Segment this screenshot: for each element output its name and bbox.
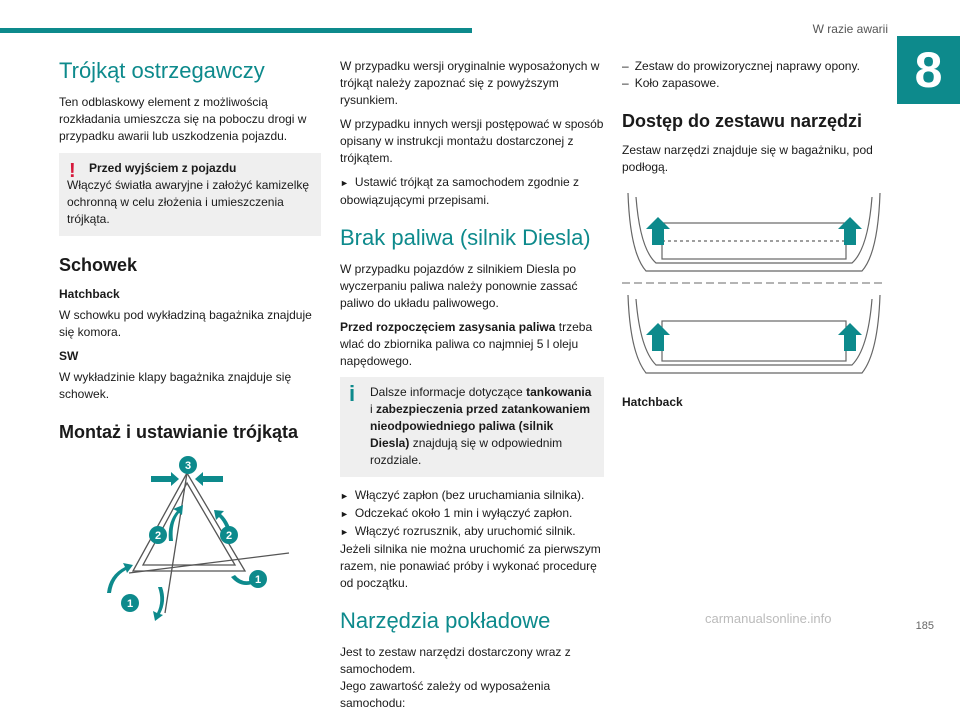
section-title: W razie awarii [812, 22, 888, 36]
p1: W przypadku wersji oryginalnie wyposażonych w trójkąt należy zapoznać się z powyższym rysunkiem. [340, 59, 600, 107]
info-text: Dalsze informacje dotyczące tankowania i zabezpieczenia przed zatankowaniem nieodpowiedniego paliwa (silnik Diesla) znajdują się w odpowiednim rozdziale. [370, 385, 592, 467]
triangle-diagram [59, 453, 321, 638]
bullet-ustawic: ► Ustawić trójkąt za samochodem zgodnie z obowiązującymi przepisami. [340, 174, 604, 209]
title-brak-paliwa: Brak paliwa (silnik Diesla) [340, 225, 591, 250]
title-dostep: Dostęp do zestawu narzędzi [622, 111, 863, 131]
tool-item-2: – Koło zapasowe. [622, 75, 886, 92]
steps-note: Jeżeli silnika nie można uruchomić za pierwszym razem, nie ponawiać próby i wykonać procedurę od początku. [340, 542, 601, 590]
arrow-icon [169, 505, 183, 541]
header-accent-bar [0, 28, 472, 33]
hatchback-text: W schowku pod wykładziną bagażnika znajduje się komora. [59, 308, 312, 339]
column-2 [340, 58, 604, 719]
dostep-text: Zestaw narzędzi znajduje się w bagażniku, pod podłogą. [622, 143, 873, 174]
title-warning-triangle: Trójkąt ostrzegawczy [59, 58, 265, 83]
column-1 [59, 58, 321, 638]
sw-text: W wykładzinie klapy bagażnika znajduje się schowek. [59, 370, 292, 401]
tool-item-1: – Zestaw do prowizorycznej naprawy opony. [622, 58, 886, 75]
label-sw: SW [59, 349, 79, 363]
brak-p2: Przed rozpoczęciem zasysania paliwa trzeba wlać do zbiornika paliwa co najmniej 5 l oleju napędowego. [340, 320, 593, 368]
watermark: carmanualsonline.info [705, 611, 832, 626]
narz-p1: Jest to zestaw narzędzi dostarczony wraz z samochodem. [340, 645, 571, 676]
arrow-icon [107, 563, 133, 593]
arrow-icon [151, 472, 179, 486]
arrow-up-icon [838, 217, 862, 245]
figure-caption: Hatchback [622, 395, 683, 409]
narz-p2: Jego zawartość zależy od wyposażenia samochodu: [340, 679, 551, 710]
arrow-icon [195, 472, 223, 486]
info-icon: i [349, 381, 356, 406]
badge-2: 2 [154, 530, 162, 542]
warning-box [59, 153, 321, 236]
title-narzedzia: Narzędzia pokładowe [340, 608, 551, 633]
arrow-up-icon [646, 323, 670, 351]
chapter-badge: 8 [897, 36, 960, 104]
arrow-up-icon [646, 217, 670, 245]
brak-p1: W przypadku pojazdów z silnikiem Diesla po wyczerpaniu paliwa należy ponownie zassać paliwo do układu paliwowego. [340, 262, 578, 310]
warning-text: Włączyć światła awaryjne i założyć kamizelkę ochronną w celu złożenia i umieszczenia trójkąta. [67, 178, 310, 226]
warning-title: Przed wyjściem z pojazdu [89, 161, 237, 175]
trunk-diagram [622, 183, 886, 388]
label-hatchback: Hatchback [59, 287, 120, 301]
step-1: ► Włączyć zapłon (bez uruchamiania silnika). [340, 487, 604, 505]
badge-1: 1 [254, 574, 262, 586]
warning-icon: ! [69, 160, 76, 182]
page-number: 185 [915, 620, 934, 632]
badge-2: 2 [225, 530, 233, 542]
arrow-up-icon [838, 323, 862, 351]
column-3 [622, 58, 886, 418]
title-schowek: Schowek [59, 255, 138, 275]
title-montaz: Montaż i ustawianie trójkąta [59, 422, 299, 442]
p2: W przypadku innych wersji postępować w sposób opisany w instrukcji montażu dostarczonej z trójkątem. [340, 117, 604, 165]
step-2: ► Odczekać około 1 min i wyłączyć zapłon. [340, 505, 604, 523]
intro-text: Ten odblaskowy element z możliwością rozkładania umieszcza się na poboczu drogi w przypadku awarii lub uszkodzenia pojazdu. [59, 95, 307, 143]
badge-3: 3 [184, 460, 192, 472]
badge-1: 1 [126, 598, 134, 610]
info-box [340, 377, 604, 477]
step-3: ► Włączyć rozrusznik, aby uruchomić silnik. [340, 523, 604, 541]
arrow-icon [153, 587, 164, 621]
